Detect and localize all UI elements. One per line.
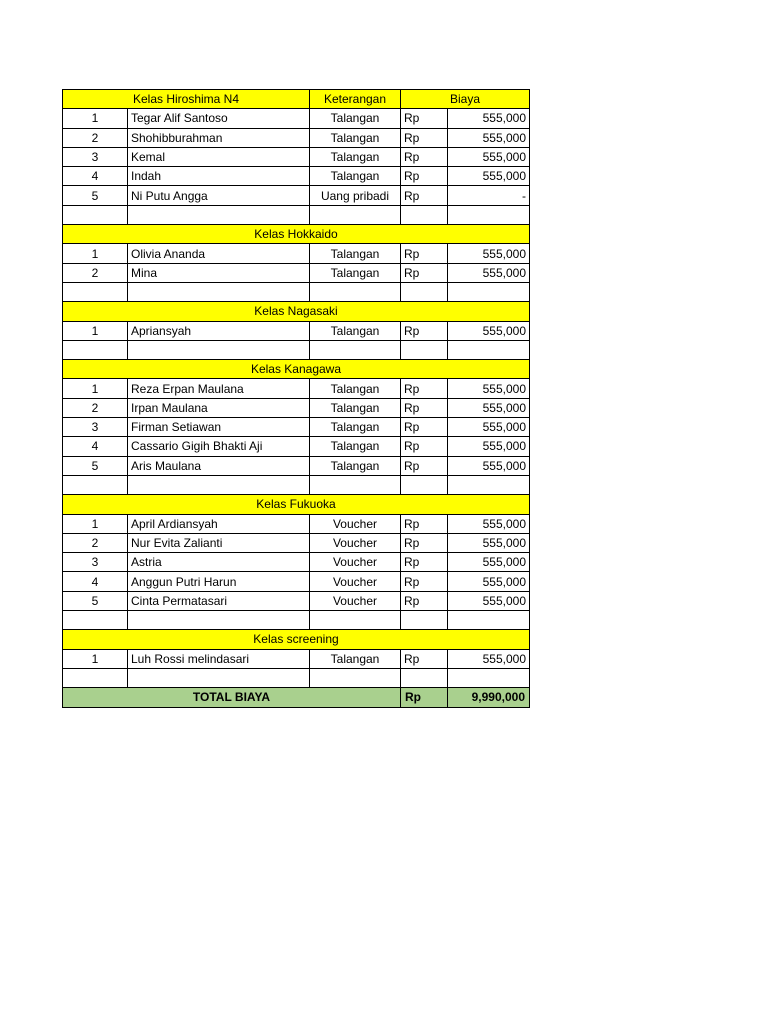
section-header-row bbox=[63, 630, 530, 649]
total-row bbox=[63, 688, 530, 707]
table-row bbox=[63, 456, 530, 475]
cell-keterangan bbox=[310, 668, 401, 687]
cell-amount bbox=[448, 205, 530, 224]
empty-row bbox=[63, 205, 530, 224]
table-row bbox=[63, 263, 530, 282]
cell-currency bbox=[401, 282, 448, 301]
table-row bbox=[63, 398, 530, 417]
cell-no: 3 bbox=[63, 147, 128, 166]
section-header-row bbox=[63, 360, 530, 379]
cell-keterangan: Talangan bbox=[310, 167, 401, 186]
header-keterangan: Keterangan bbox=[310, 90, 401, 109]
cell-currency: Rp bbox=[401, 128, 448, 147]
cell-currency: Rp bbox=[401, 147, 448, 166]
cell-no: 2 bbox=[63, 533, 128, 552]
cell-name: Reza Erpan Maulana bbox=[128, 379, 310, 398]
cell-keterangan bbox=[310, 282, 401, 301]
table-row bbox=[63, 147, 530, 166]
cell-no: 4 bbox=[63, 437, 128, 456]
cell-no bbox=[63, 668, 128, 687]
cell-keterangan: Talangan bbox=[310, 109, 401, 128]
cell-name: Kemal bbox=[128, 147, 310, 166]
cell-currency: Rp bbox=[401, 456, 448, 475]
cell-amount: - bbox=[448, 186, 530, 205]
cell-no: 5 bbox=[63, 186, 128, 205]
cell-name bbox=[128, 282, 310, 301]
cell-currency: Rp bbox=[401, 649, 448, 668]
empty-row bbox=[63, 282, 530, 301]
cell-name: Indah bbox=[128, 167, 310, 186]
cell-currency: Rp bbox=[401, 437, 448, 456]
cell-no: 1 bbox=[63, 109, 128, 128]
cell-keterangan: Talangan bbox=[310, 147, 401, 166]
table-row bbox=[63, 514, 530, 533]
empty-row bbox=[63, 340, 530, 359]
cell-keterangan bbox=[310, 475, 401, 494]
cell-keterangan bbox=[310, 611, 401, 630]
cell-no: 1 bbox=[63, 514, 128, 533]
cell-no: 1 bbox=[63, 244, 128, 263]
cell-currency bbox=[401, 475, 448, 494]
cell-keterangan: Talangan bbox=[310, 437, 401, 456]
cell-keterangan: Talangan bbox=[310, 379, 401, 398]
section-title: Kelas Fukuoka bbox=[63, 495, 530, 514]
cost-table bbox=[62, 89, 530, 708]
cell-keterangan: Talangan bbox=[310, 128, 401, 147]
cell-name: Mina bbox=[128, 263, 310, 282]
table-row bbox=[63, 321, 530, 340]
cell-currency: Rp bbox=[401, 379, 448, 398]
cell-amount: 555,000 bbox=[448, 398, 530, 417]
cell-amount: 555,000 bbox=[448, 147, 530, 166]
header-class-title: Kelas Hiroshima N4 bbox=[63, 90, 310, 109]
cell-currency bbox=[401, 340, 448, 359]
cell-currency: Rp bbox=[401, 553, 448, 572]
cell-name: Cassario Gigih Bhakti Aji bbox=[128, 437, 310, 456]
cell-no bbox=[63, 340, 128, 359]
cell-amount: 555,000 bbox=[448, 649, 530, 668]
table-row bbox=[63, 553, 530, 572]
table-row bbox=[63, 649, 530, 668]
cell-amount bbox=[448, 475, 530, 494]
cell-amount: 555,000 bbox=[448, 456, 530, 475]
cell-keterangan: Voucher bbox=[310, 553, 401, 572]
table-row bbox=[63, 379, 530, 398]
table-row bbox=[63, 591, 530, 610]
cost-table-body bbox=[63, 90, 530, 708]
section-title: Kelas Nagasaki bbox=[63, 302, 530, 321]
cell-currency: Rp bbox=[401, 418, 448, 437]
cell-currency bbox=[401, 205, 448, 224]
cell-keterangan: Talangan bbox=[310, 321, 401, 340]
cell-keterangan: Voucher bbox=[310, 514, 401, 533]
cell-amount: 555,000 bbox=[448, 321, 530, 340]
cell-amount bbox=[448, 282, 530, 301]
cell-name: Irpan Maulana bbox=[128, 398, 310, 417]
cell-currency: Rp bbox=[401, 244, 448, 263]
cell-no: 2 bbox=[63, 263, 128, 282]
cell-currency: Rp bbox=[401, 514, 448, 533]
cell-name: Aris Maulana bbox=[128, 456, 310, 475]
cell-amount: 555,000 bbox=[448, 244, 530, 263]
cell-currency: Rp bbox=[401, 321, 448, 340]
cell-name: Cinta Permatasari bbox=[128, 591, 310, 610]
empty-row bbox=[63, 668, 530, 687]
cell-name: April Ardiansyah bbox=[128, 514, 310, 533]
table-row bbox=[63, 437, 530, 456]
cell-name: Shohibburahman bbox=[128, 128, 310, 147]
section-title: Kelas Kanagawa bbox=[63, 360, 530, 379]
table-row bbox=[63, 109, 530, 128]
cell-no: 1 bbox=[63, 379, 128, 398]
cell-no: 5 bbox=[63, 456, 128, 475]
table-header-row bbox=[63, 90, 530, 109]
cell-currency: Rp bbox=[401, 263, 448, 282]
cell-currency bbox=[401, 611, 448, 630]
cell-currency: Rp bbox=[401, 398, 448, 417]
cell-keterangan: Talangan bbox=[310, 456, 401, 475]
cell-amount bbox=[448, 668, 530, 687]
cell-name: Astria bbox=[128, 553, 310, 572]
cell-keterangan bbox=[310, 340, 401, 359]
section-header-row bbox=[63, 225, 530, 244]
cell-no: 2 bbox=[63, 128, 128, 147]
section-title: Kelas screening bbox=[63, 630, 530, 649]
cell-amount: 555,000 bbox=[448, 379, 530, 398]
cell-name: Apriansyah bbox=[128, 321, 310, 340]
cell-name bbox=[128, 475, 310, 494]
cell-no: 5 bbox=[63, 591, 128, 610]
table-row bbox=[63, 418, 530, 437]
cell-name bbox=[128, 205, 310, 224]
cell-no bbox=[63, 475, 128, 494]
cell-amount: 555,000 bbox=[448, 128, 530, 147]
cell-amount: 555,000 bbox=[448, 167, 530, 186]
total-currency: Rp bbox=[401, 688, 448, 707]
total-label: TOTAL BIAYA bbox=[63, 688, 401, 707]
cell-no: 3 bbox=[63, 553, 128, 572]
cell-keterangan bbox=[310, 205, 401, 224]
cell-currency: Rp bbox=[401, 572, 448, 591]
cell-amount: 555,000 bbox=[448, 572, 530, 591]
cell-amount: 555,000 bbox=[448, 109, 530, 128]
cell-amount: 555,000 bbox=[448, 437, 530, 456]
cell-name bbox=[128, 668, 310, 687]
cell-keterangan: Voucher bbox=[310, 572, 401, 591]
cell-keterangan: Talangan bbox=[310, 398, 401, 417]
cell-keterangan: Talangan bbox=[310, 418, 401, 437]
cell-currency: Rp bbox=[401, 591, 448, 610]
cell-keterangan: Voucher bbox=[310, 591, 401, 610]
cell-currency: Rp bbox=[401, 186, 448, 205]
empty-row bbox=[63, 475, 530, 494]
cell-keterangan: Uang pribadi bbox=[310, 186, 401, 205]
cell-no: 3 bbox=[63, 418, 128, 437]
cell-no bbox=[63, 205, 128, 224]
cell-keterangan: Voucher bbox=[310, 533, 401, 552]
cell-currency: Rp bbox=[401, 109, 448, 128]
table-row bbox=[63, 572, 530, 591]
cell-name bbox=[128, 611, 310, 630]
table-row bbox=[63, 167, 530, 186]
cell-name: Tegar Alif Santoso bbox=[128, 109, 310, 128]
cell-amount: 555,000 bbox=[448, 591, 530, 610]
cell-amount bbox=[448, 611, 530, 630]
cell-currency: Rp bbox=[401, 167, 448, 186]
table-row bbox=[63, 186, 530, 205]
cell-no bbox=[63, 611, 128, 630]
cell-name: Olivia Ananda bbox=[128, 244, 310, 263]
table-row bbox=[63, 128, 530, 147]
cell-name bbox=[128, 340, 310, 359]
cell-currency: Rp bbox=[401, 533, 448, 552]
cell-name: Firman Setiawan bbox=[128, 418, 310, 437]
cell-no: 2 bbox=[63, 398, 128, 417]
cell-name: Luh Rossi melindasari bbox=[128, 649, 310, 668]
section-header-row bbox=[63, 302, 530, 321]
cell-keterangan: Talangan bbox=[310, 244, 401, 263]
cell-amount: 555,000 bbox=[448, 553, 530, 572]
cell-name: Nur Evita Zalianti bbox=[128, 533, 310, 552]
cell-no: 4 bbox=[63, 167, 128, 186]
cell-name: Anggun Putri Harun bbox=[128, 572, 310, 591]
cell-name: Ni Putu Angga bbox=[128, 186, 310, 205]
cell-no: 1 bbox=[63, 649, 128, 668]
table-row bbox=[63, 533, 530, 552]
total-amount: 9,990,000 bbox=[448, 688, 530, 707]
cell-amount: 555,000 bbox=[448, 418, 530, 437]
cell-currency bbox=[401, 668, 448, 687]
cell-no: 4 bbox=[63, 572, 128, 591]
cell-no bbox=[63, 282, 128, 301]
cell-keterangan: Talangan bbox=[310, 649, 401, 668]
cell-amount: 555,000 bbox=[448, 514, 530, 533]
cell-keterangan: Talangan bbox=[310, 263, 401, 282]
cell-amount: 555,000 bbox=[448, 263, 530, 282]
cell-amount bbox=[448, 340, 530, 359]
empty-row bbox=[63, 611, 530, 630]
cell-amount: 555,000 bbox=[448, 533, 530, 552]
table-row bbox=[63, 244, 530, 263]
cell-no: 1 bbox=[63, 321, 128, 340]
section-title: Kelas Hokkaido bbox=[63, 225, 530, 244]
section-header-row bbox=[63, 495, 530, 514]
header-biaya: Biaya bbox=[401, 90, 530, 109]
